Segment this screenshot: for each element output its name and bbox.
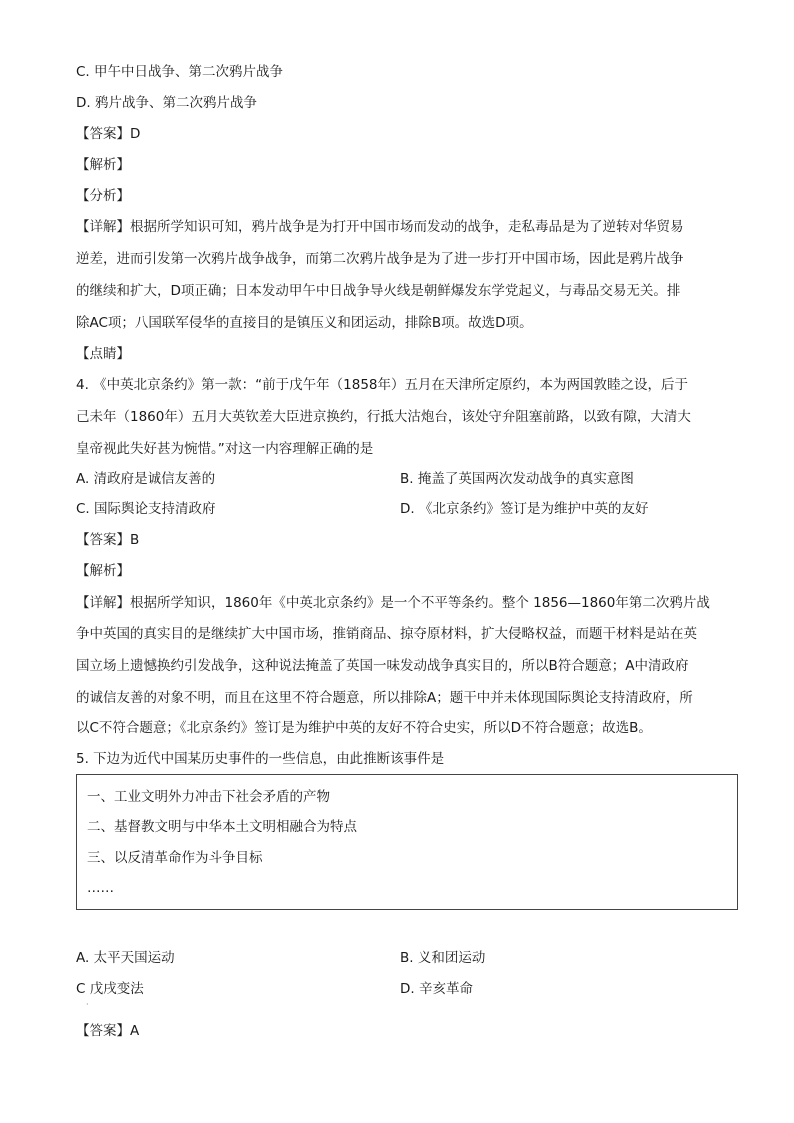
q5-box-line-2: 二、基督教文明与中华本土文明相融合为特点 (87, 819, 357, 835)
detail-line-3: 的继续和扩大，D项正确；日本发动甲午中日战争导火线是朝鲜爆发东学党起义，与毒品交易无关。排 (76, 283, 681, 299)
q4-stem-3: 皇帝视此失好甚为惋惜。”对这一内容理解正确的是 (76, 441, 374, 457)
q5-option-c: C 戊戌变法 (76, 981, 144, 997)
q5-option-d: D. 辛亥革命 (400, 981, 473, 997)
fenxi-tag: 【分析】 (76, 188, 130, 204)
answer-tag: 【答案】 (76, 532, 130, 548)
answer-line (76, 124, 140, 144)
q4-option-c: C. 国际舆论支持清政府 (76, 501, 216, 517)
q4-detail-line-5: 以C不符合题意；《北京条约》签订是为维护中英的友好不符合史实，所以D不符合题意；故选B。 (76, 720, 652, 736)
q4-detail-line-1 (76, 593, 710, 613)
analysis-tag: 【解析】 (76, 157, 130, 173)
q4-detail-line-4: 的诚信友善的对象不明，而且在这里不符合题意，所以排除A；题干中并未体现国际舆论支持清政府，所 (76, 690, 693, 706)
q4-option-b: B. 掩盖了英国两次发动战争的真实意图 (400, 471, 634, 487)
q5-stem: 5. 下边为近代中国某历史事件的一些信息，由此推断该事件是 (76, 751, 445, 767)
answer-value: B (130, 532, 140, 548)
dianjing-tag: 【点睛】 (76, 346, 130, 362)
answer-value: D (130, 126, 141, 142)
q4-analysis-tag: 【解析】 (76, 563, 130, 579)
q4-detail-line-3: 国立场上遗憾换约引发战争，这种说法掩盖了英国一味发动战争真实目的，所以B符合题意；A中清政府 (76, 658, 689, 674)
q4-option-d: D. 《北京条约》签订是为维护中英的友好 (400, 501, 649, 517)
detail-line-1 (76, 217, 684, 237)
q5-box-line-1: 一、工业文明外力冲击下社会矛盾的产物 (87, 789, 330, 805)
q5-option-b: B. 义和团运动 (400, 950, 486, 966)
q4-answer-line (76, 530, 139, 550)
q5-answer-line (76, 1021, 139, 1041)
option-d: D. 鸦片战争、第二次鸦片战争 (76, 95, 257, 111)
q4-stem-2: 己未年（1860年）五月大英钦差大臣进京换约，行抵大沽炮台，该处守弁阻塞前路，以致有隙，大清大 (76, 409, 691, 425)
q4-stem-1: 4. 《中英北京条约》第一款：“前于戊午年（1858年）五月在天津所定原约，本为两国敦睦之设，后于 (76, 377, 689, 393)
answer-tag: 【答案】 (76, 1023, 130, 1039)
answer-value: A (130, 1023, 140, 1039)
detail-tag: 【详解】 (76, 595, 130, 611)
detail-text: 根据所学知识，1860年《中英北京条约》是一个不平等条约。整个 1856—1860年第二次鸦片战 (130, 595, 710, 611)
answer-tag: 【答案】 (76, 126, 130, 142)
q5-info-box (76, 774, 738, 910)
q4-option-a: A. 清政府是诚信友善的 (76, 471, 216, 487)
detail-text: 根据所学知识可知，鸦片战争是为打开中国市场而发动的战争，走私毒品是为了逆转对华贸易 (130, 219, 684, 235)
q5-box-line-3: 三、以反清革命作为斗争目标 (87, 850, 263, 866)
stray-dot: · (86, 1000, 89, 1009)
q5-box-ellipsis: …… (87, 880, 114, 896)
detail-line-4: 除AC项；八国联军侵华的直接目的是镇压义和团运动，排除B项。故选D项。 (76, 315, 533, 331)
detail-line-2: 逆差，进而引发第一次鸦片战争战争，而第二次鸦片战争是为了进一步打开中国市场，因此是鸦片战争 (76, 251, 684, 267)
option-c: C. 甲午中日战争、第二次鸦片战争 (76, 64, 284, 80)
q4-detail-line-2: 争中英国的真实目的是继续扩大中国市场，推销商品、掠夺原材料，扩大侵略权益，而题干材料是站在英 (76, 626, 697, 642)
detail-tag: 【详解】 (76, 219, 130, 235)
q5-option-a: A. 太平天国运动 (76, 950, 175, 966)
